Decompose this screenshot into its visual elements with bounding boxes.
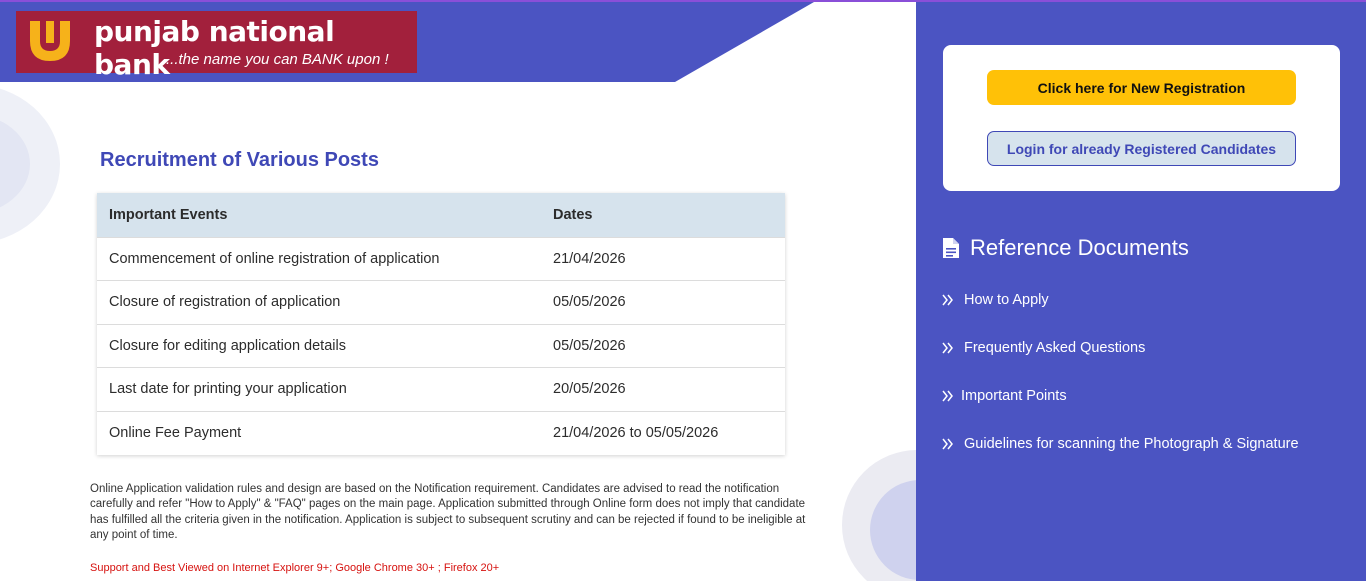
event-cell: Closure of registration of application <box>97 281 541 325</box>
date-cell: 21/04/2026 <box>541 237 785 281</box>
date-cell: 05/05/2026 <box>541 324 785 368</box>
table-row <box>97 411 785 455</box>
page-title: Recruitment of Various Posts <box>100 149 379 171</box>
table-row <box>97 281 785 325</box>
sidebar <box>916 2 1366 581</box>
column-header-dates: Dates <box>541 193 785 237</box>
reference-heading-text: Reference Documents <box>970 235 1189 260</box>
bank-tagline: ...the name you can BANK upon ! <box>166 51 389 68</box>
link-label: Important Points <box>961 388 1067 404</box>
bank-name: punjab national bank <box>94 15 335 81</box>
double-chevron-right-icon <box>942 342 954 354</box>
main-content <box>0 2 916 581</box>
event-cell: Commencement of online registration of application <box>97 237 541 281</box>
double-chevron-right-icon <box>942 294 954 306</box>
table-row <box>97 324 785 368</box>
bank-logo[interactable] <box>16 11 417 81</box>
date-cell: 21/04/2026 to 05/05/2026 <box>541 411 785 455</box>
double-chevron-right-icon <box>942 390 954 402</box>
event-cell: Last date for printing your application <box>97 368 541 412</box>
important-events-table <box>97 193 785 455</box>
date-cell: 20/05/2026 <box>541 368 785 412</box>
column-header-events: Important Events <box>97 193 541 237</box>
link-faq[interactable] <box>942 324 1299 372</box>
table-row <box>97 237 785 281</box>
link-label: Guidelines for scanning the Photograph & Signature <box>964 436 1299 452</box>
double-chevron-right-icon <box>942 438 954 450</box>
new-registration-button[interactable]: Click here for New Registration <box>987 70 1296 105</box>
registration-card <box>943 45 1340 191</box>
link-label: Frequently Asked Questions <box>964 340 1146 356</box>
reference-documents-heading <box>942 235 1189 261</box>
event-cell: Online Fee Payment <box>97 411 541 455</box>
event-cell: Closure for editing application details <box>97 324 541 368</box>
link-how-to-apply[interactable] <box>942 276 1299 324</box>
link-important-points[interactable] <box>942 372 1299 420</box>
document-icon <box>942 237 960 259</box>
link-label: How to Apply <box>964 292 1049 308</box>
pnb-logo-icon <box>26 17 74 65</box>
table-header-row <box>97 193 785 237</box>
link-scanning-guidelines[interactable] <box>942 420 1299 468</box>
notice-text: Online Application validation rules and design are based on the Notification requirement. Candidates are advised to read the notification carefully and refer "How to Apply" & "FAQ" pages on the main page. Application submitted through Online form does not imply that candidate has fulfilled all the criteria given in the notification. Application is subject to subsequent scrutiny and can be rejected if found to be ineligible at any point of time. <box>90 483 806 542</box>
date-cell: 05/05/2026 <box>541 281 785 325</box>
login-button[interactable]: Login for already Registered Candidates <box>987 131 1296 166</box>
browser-support-note: Support and Best Viewed on Internet Explorer 9+; Google Chrome 30+ ; Firefox 20+ <box>90 562 500 574</box>
reference-links <box>942 282 1299 474</box>
table-row <box>97 368 785 412</box>
